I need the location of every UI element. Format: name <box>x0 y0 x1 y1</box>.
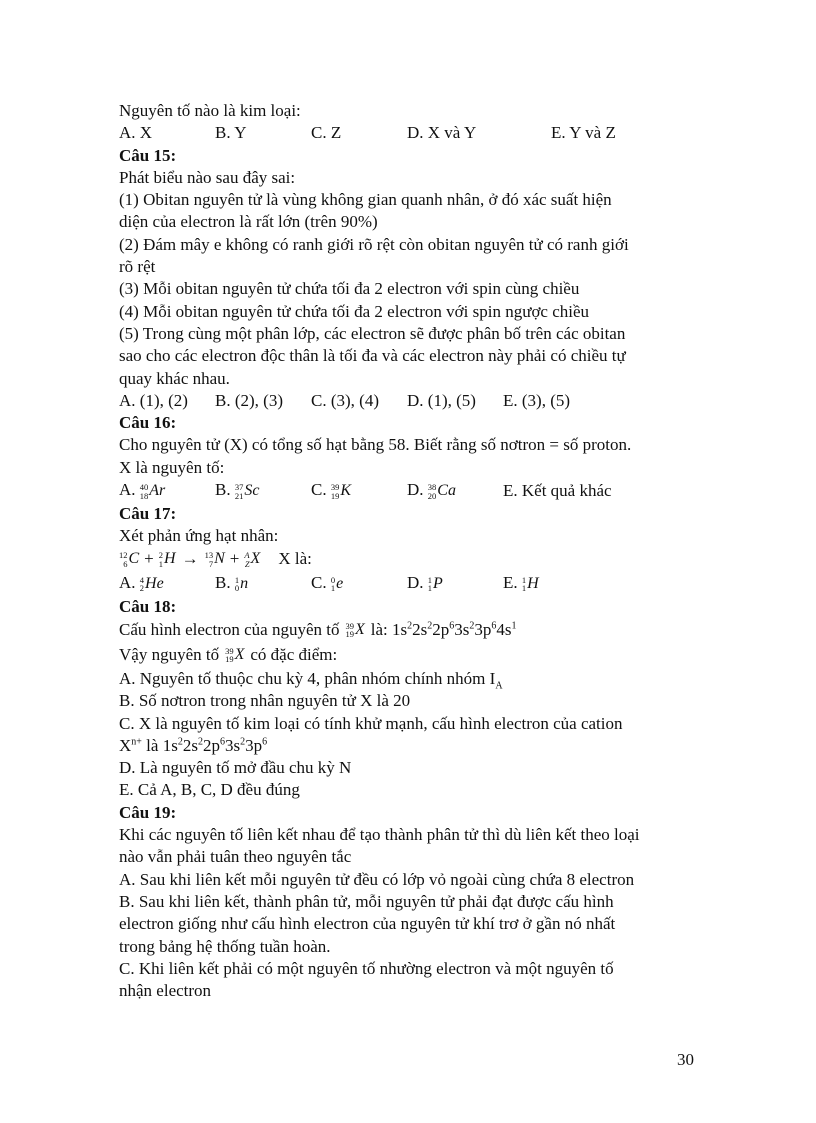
q17-title: Câu 17: <box>119 504 177 524</box>
isotope-symbol: 2 1 H <box>158 550 176 569</box>
page-number: 30 <box>677 1050 694 1069</box>
q19-line: B. Sau khi liên kết, thành phân tử, mỗi nguyên tử phải đạt được cấu hình <box>119 891 614 911</box>
q17-question: X là: <box>278 549 312 569</box>
plus-sign: + <box>229 549 240 569</box>
q16-option-c: C. 39 19 K <box>311 479 407 502</box>
q17-prompt: Xét phản ứng hạt nhân: <box>119 526 279 546</box>
q15-option-e: E. (3), (5) <box>503 390 571 410</box>
q15-option-b: B. (2), (3) <box>215 390 283 410</box>
q18-option-d: D. Là nguyên tố mở đầu chu kỳ N <box>119 758 352 778</box>
q15-title: Câu 15: <box>119 145 177 165</box>
q15-statement-line: (4) Mỗi obitan nguyên tử chứa tối đa 2 electron với spin ngược chiều <box>119 301 590 321</box>
q18-feature-line: Vậy nguyên tố 39 19 X có đặc điểm: <box>119 643 709 668</box>
plus-sign: + <box>144 549 154 569</box>
intro-option-a: A. X <box>119 123 153 143</box>
isotope-symbol: 1 1 H <box>521 574 539 594</box>
q15-statement-line: rõ rệt <box>119 257 156 277</box>
q18-option-b: B. Số nơtron trong nhân nguyên tử X là 20 <box>119 691 411 711</box>
isotope-symbol: 1 1 P <box>427 574 443 594</box>
isotope-symbol: 37 21 Sc <box>234 482 260 501</box>
q17-option-e: E. 1 1 H <box>503 572 539 595</box>
q18-option-c-cont: $X^{n+}$ là $1s^22s^22p^63s^23p^6$ <box>119 735 268 755</box>
intro-option-c: C. Z <box>311 123 342 143</box>
isotope-symbol: 13 7 N <box>204 550 225 569</box>
q15-statement-line: (3) Mỗi obitan nguyên tử chứa tối đa 2 electron với spin cùng chiều <box>119 279 580 299</box>
q15-statement-line: sao cho các electron độc thân là tối đa và các electron này phải có chiều tự <box>119 346 626 366</box>
q18-option-c: C. X là nguyên tố kim loại có tính khử mạnh, cấu hình electron của cation <box>119 713 623 733</box>
q15-statement-line: (5) Trong cùng một phân lớp, các electron sẽ được phân bố trên các obitan <box>119 323 626 343</box>
q16-title: Câu 16: <box>119 413 177 433</box>
q16-prompt-line: X là nguyên tố: <box>119 457 225 477</box>
q16-option-a: A. 40 18 Ar <box>119 479 215 502</box>
q19-line: trong bảng hệ thống tuần hoàn. <box>119 936 331 956</box>
electron-configuration: $1s^22s^22p^63s^23p^64s^1$ <box>392 620 517 640</box>
isotope-symbol: 38 20 Ca <box>427 482 456 501</box>
q17-reaction <box>119 548 709 572</box>
q16-option-b: B. 37 21 Sc <box>215 479 311 502</box>
q17-option-c: C. 0 1 e <box>311 572 407 595</box>
q19-line: nào vẫn phải tuân theo nguyên tắc <box>119 847 352 867</box>
q15-option-c: C. (3), (4) <box>311 390 379 410</box>
q19-line: Khi các nguyên tố liên kết nhau để tạo thành phân tử thì dù liên kết theo loại <box>119 825 640 845</box>
q18-title: Câu 18: <box>119 596 177 616</box>
q15-options <box>119 390 709 412</box>
isotope-symbol: 39 19 K <box>330 482 352 501</box>
isotope-symbol: A Z X <box>244 550 261 569</box>
document-page <box>119 100 709 1002</box>
q16-option-e: E. Kết quả khác <box>503 480 612 500</box>
q15-prompt: Phát biểu nào sau đây sai: <box>119 167 296 187</box>
reaction-arrow: → <box>181 549 199 569</box>
q16-prompt-line: Cho nguyên tử (X) có tổng số hạt bằng 58. Biết rằng số nơtron = số proton. <box>119 435 632 455</box>
intro-option-d: D. X và Y <box>407 123 477 143</box>
q15-option-a: A. (1), (2) <box>119 390 188 410</box>
isotope-symbol: 0 1 e <box>330 574 344 594</box>
q18-option-e: E. Cả A, B, C, D đều đúng <box>119 780 300 800</box>
q19-title: Câu 19: <box>119 802 177 822</box>
q16-option-d: D. 38 20 Ca <box>407 479 503 502</box>
q19-line: C. Khi liên kết phải có một nguyên tố nhường electron và một nguyên tố <box>119 958 614 978</box>
isotope-symbol: 12 6 C <box>119 550 140 569</box>
q15-statement-line: diện của electron là rất lớn (trên 90%) <box>119 212 378 232</box>
q17-option-b: B. 1 0 n <box>215 572 311 595</box>
isotope-symbol: 39 19 X <box>225 645 245 665</box>
intro-option-b: B. Y <box>215 123 247 143</box>
isotope-symbol: 4 2 He <box>139 574 164 594</box>
q19-line: nhận electron <box>119 981 212 1001</box>
q19-line: A. Sau khi liên kết mỗi nguyên tử đều có lớp vỏ ngoài cùng chứa 8 electron <box>119 869 635 889</box>
q19-line: electron giống như cấu hình electron của nguyên tử khí trơ ở gần nó nhất <box>119 914 616 934</box>
q16-options <box>119 479 709 503</box>
intro-question: Nguyên tố nào là kim loại: <box>119 101 301 120</box>
q17-option-a: A. 4 2 He <box>119 572 215 595</box>
q17-options <box>119 572 709 596</box>
q15-statement-line: (1) Obitan nguyên tử là vùng không gian quanh nhân, ở đó xác suất hiện <box>119 190 612 210</box>
q18-config-line: Cấu hình electron của nguyên tố 39 19 X là: $1s^22s^22p^63s^23p^64s^1$ <box>119 618 709 643</box>
isotope-symbol: 40 18 Ar <box>139 482 166 501</box>
q15-option-d: D. (1), (5) <box>407 390 476 410</box>
isotope-symbol: 1 0 n <box>234 574 249 594</box>
q15-statement-line: quay khác nhau. <box>119 368 230 388</box>
isotope-symbol: 39 19 X <box>345 620 365 640</box>
intro-option-e: E. Y và Z <box>551 123 616 143</box>
q17-option-d: D. 1 1 P <box>407 572 503 595</box>
intro-options <box>119 122 709 144</box>
q15-statement-line: (2) Đám mây e không có ranh giới rõ rệt còn obitan nguyên tử có ranh giới <box>119 234 629 254</box>
q18-option-a: A. Nguyên tố thuộc chu kỳ 4, phân nhóm chính nhóm $I_A$ <box>119 668 503 692</box>
